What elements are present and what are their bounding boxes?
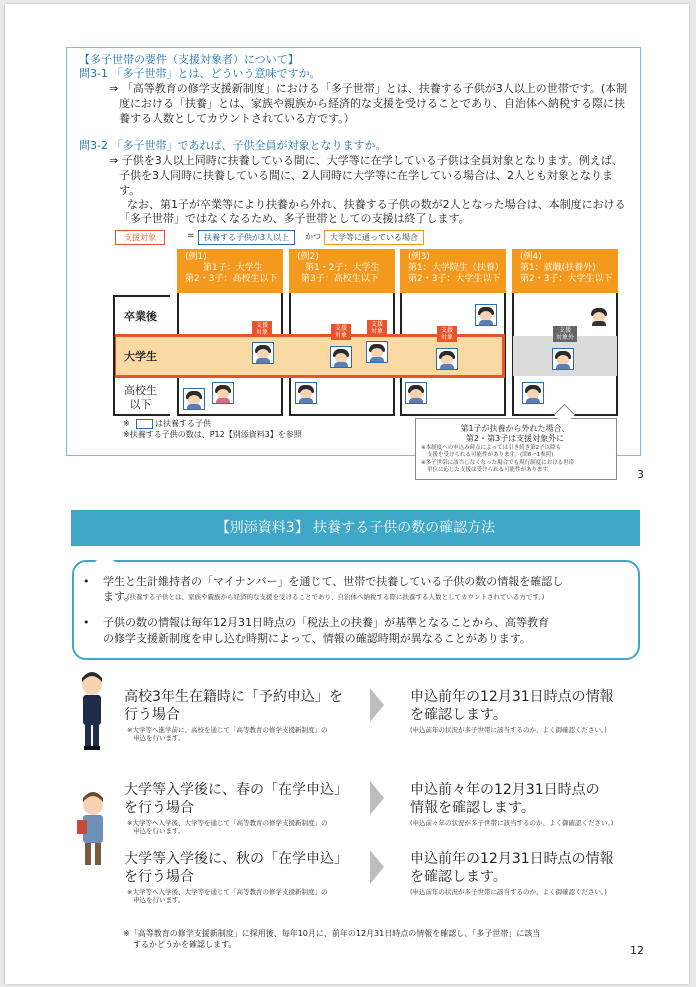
bullet-1-line-2: ます。 [103,590,136,603]
row-label-graduate: 卒業後 [124,310,157,323]
support-tag-ex3: 支援 対象 [437,326,457,342]
case-3-arrow-icon [370,850,384,884]
example-2-header [289,249,395,293]
row-label-highschool-2: 以下 [129,398,152,411]
example-4-line-2: 第2・3子：大学生以下 [520,274,613,284]
child-icon [522,382,544,404]
page-number-12: 12 [630,944,644,957]
child-icon [295,382,317,404]
support-tag-ex2b: 支援 対象 [367,320,387,336]
attachment-banner: 【別添資料3】 扶養する子供の数の確認方法 [71,510,640,546]
case-1-arrow-icon [370,688,384,722]
case-1-line-1: 高校3年生在籍時に「予約申込」を [124,689,343,705]
note-icon-mark: ※ [123,419,130,428]
example-3-line-2: 第2・3子：大学生以下 [408,274,501,284]
note-line-1: は扶養する子供 [155,419,211,428]
footnote-line-2: するかどうかを確認します。 [133,940,237,949]
q1-answer-line-3: 養する人数としてカウントされている方です。） [119,112,355,125]
case-1-note-2: 申込を行います。 [133,734,185,742]
employed-child-icon [589,306,611,328]
high-school-student-icon [75,672,109,752]
example-2-title: (例2) [297,252,319,262]
q1-answer-line-2: 度における「扶養」とは、家族や親族から経済的な支援を受けることであり、自治体へ納税する際に扶 [119,97,625,110]
q2-answer-line-5: 「多子世帯」ではなくなるため、多子世帯としての支援は終了します。 [119,212,470,225]
child-icon [405,382,427,404]
page-number-3: 3 [637,468,644,481]
example-1-header [177,249,283,293]
child-icon [252,342,274,364]
example-3-title: (例3) [408,252,430,262]
legend-children-3plus: 扶養する子供が3人以上 [198,230,295,245]
bullet-1-line-1: 学生と生計維持者の「マイナンバー」を通じて、世帯で扶養している子供の数の情報を確認し [103,575,564,588]
callout-line-1: 第1子が扶養から外れた場合、 [460,424,570,433]
university-student-icon [73,792,113,872]
case-2-line-2: を行う場合 [124,800,194,816]
support-tag-ex1: 支援 対象 [252,321,272,337]
callout-small-4: 単位に応じた支援は受けられる可能性があります。 [427,467,554,473]
example-2-line-2: 第3子：高校生以下 [301,274,379,284]
bullet-2-line-1: 子供の数の情報は毎年12月31日時点の「税法上の扶養」が基準となることから、高等教育 [103,616,549,629]
callout-small-2: 支援を受けられる可能性があります。(問8ー1参照) [427,452,554,458]
child-icon [330,346,352,368]
case-2-result-2: 情報を確認します。 [410,800,535,816]
case-2-arrow-icon [370,781,384,815]
case-3-line-1: 大学等入学後に、秋の「在学申込」 [124,851,348,867]
case-2-result-1: 申込前々年の12月31日時点の [410,782,600,798]
callout-small-3: ※多子世帯に該当しなくなった場合でも現行制度における世帯 [421,460,575,466]
example-1-line-2: 第2・3子：高校生以下 [185,274,278,284]
case-1-note-1: ※大学等へ進学前に、高校を通じて「高等教育の修学支援新制度」の [127,726,328,734]
case-1-line-2: 行う場合 [124,707,180,723]
row-label-university: 大学生 [124,350,157,363]
q2-answer-line-4: なお、第1子が卒業等により扶養から外れ、扶養する子供の数が2人となった場合は、本制度における [127,198,626,211]
box-heading: 【多子世帯の要件（支援対象者）について】 [79,53,299,66]
child-icon [212,382,234,404]
case-3-note-1: ※大学等へ入学後、大学等を通じて「高等教育の修学支援新制度」の [127,888,328,896]
bullet-dot-2: • [83,616,90,629]
case-2-line-1: 大学等入学後に、春の「在学申込」 [124,782,348,798]
child-icon [475,304,497,326]
note-sample-box [136,419,153,429]
case-3-result-1: 申込前年の12月31日時点の情報 [410,851,614,867]
q2-title: 問3-2 「多子世帯」であれば、子供全員が対象となりますか。 [79,139,387,152]
q2-answer-line-1: ⇒ 子供を3人以上同時に扶養している間に、大学等に在学している子供は全員対象となります。例えば、 [109,154,623,167]
example-4-header [512,249,618,293]
excluded-tag-ex4: 支援 対象外 [553,326,577,342]
q1-answer-line-1: ⇒ 「高等教育の修学支援新制度」における「多子世帯」とは、扶養する子供が3人以上の世帯です。(本制 [109,82,628,95]
example-2-line-1: 第1・2子：大学生 [305,263,380,273]
example-4-line-1: 第1：就職(扶養外) [520,263,596,273]
example-1-line-1: 第1子：大学生 [203,263,263,273]
legend-and: かつ [305,232,321,241]
support-tag-ex2a: 支援 対象 [331,324,351,340]
bullet-2-line-2: の修学支援新制度を申し込む時期によって、情報の確認時期が異なることがあります。 [103,632,531,645]
note-line-2: ※扶養する子供の数は、P12【別添資料3】を参照 [123,430,302,439]
q1-title: 問3-1 「多子世帯」とは、どういう意味ですか。 [79,67,321,80]
callout-line-2: 第2・第3子は支援対象外に [465,434,565,443]
case-1-result-2: を確認します。 [410,707,507,723]
document-page [5,4,689,984]
child-icon [183,388,205,410]
case-2-result-note: (申込前々年の状況が多子世帯に該当するのか、よく御確認ください。) [410,819,614,827]
case-2-note-2: 申込を行います。 [133,827,185,835]
example-4-title: (例4) [520,252,542,262]
case-3-note-2: 申込を行います。 [133,896,185,904]
row-label-highschool-1: 高校生 [124,384,157,397]
callout-small-1: ※本制度への申込み時点によっては引き続き第2子以降も [421,445,562,451]
example-3-header [400,249,506,293]
q2-answer-line-2: 子供を3人同時に扶養している間に、2人同時に大学等に在学している場合は、2人とも対象となりま [119,169,613,182]
bullet-dot-1: • [83,575,90,588]
case-3-line-2: を行う場合 [124,869,194,885]
case-2-note-1: ※大学等へ入学後、大学等を通じて「高等教育の修学支援新制度」の [127,819,328,827]
child-icon [552,348,574,370]
bullet-1-small: (扶養する子供とは、家族や親族から経済的な支援を受けることであり、自治体へ納税する際に扶養する人数としてカウントされている方です。) [127,593,545,601]
case-3-result-2: を確認します。 [410,869,507,885]
case-3-result-note: (申込前年の状況が多子世帯に該当するのか、よく御確認ください。) [410,888,607,896]
child-icon [366,341,388,363]
legend-equals: = [187,231,195,241]
footnote-line-1: ※「高等教育の修学支援新制度」に採用後、毎年10月に、前年の12月31日時点の情報を確認し、「多子世帯」に該当 [123,929,541,938]
legend-attending-university: 大学等に通っている場合 [324,230,424,245]
q2-answer-line-3: す。 [119,184,141,197]
example-3-line-1: 第1：大学院生（扶養） [408,263,504,273]
legend-support-target: 支援対象 [115,230,165,245]
bubble-notch [95,552,115,562]
example-1-title: (例1) [185,252,207,262]
case-1-result-note: (申込前年の状況が多子世帯に該当するのか、よく御確認ください。) [410,726,607,734]
case-1-result-1: 申込前年の12月31日時点の情報 [410,689,614,705]
child-icon [436,348,458,370]
